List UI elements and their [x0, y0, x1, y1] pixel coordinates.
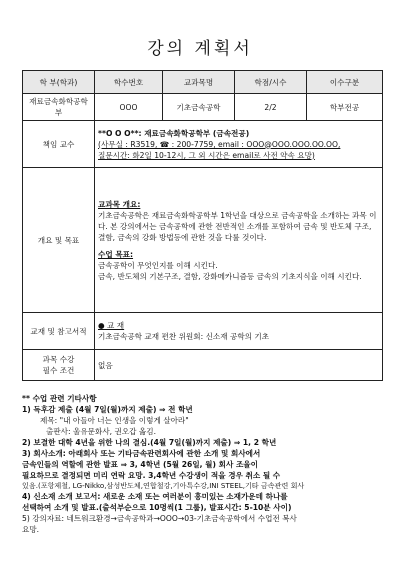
- syllabus-table: [22, 70, 383, 381]
- professor-label: 책임 교수: [23, 121, 95, 168]
- info-code: OOO: [95, 94, 163, 121]
- textbook-row: [23, 313, 383, 350]
- overview-row: [23, 168, 383, 313]
- goal-item: 금속, 반도체의 기본구조, 결함, 강화메카니즘등 금속의 기초지식을 이해 시킨다.: [98, 271, 362, 281]
- professor-name: **O O O**: 재료금속화학공학부 (금속전공): [98, 128, 250, 138]
- textbook-label: 교재 및 참고서적: [23, 313, 95, 350]
- professor-hours: 질문시간: 화2일 10-12시, 그 외 시간은 email로 사전 약속 요망): [98, 150, 315, 160]
- note-subitem: 제목: "내 아들아 너는 인생을 이렇게 살아라": [40, 416, 189, 425]
- prereq-label: [23, 350, 95, 381]
- note-item: 필요하므로 결정되면 미리 연락 요망. 3,4학년 수강생이 적을 경우 취소 될 수: [22, 471, 281, 480]
- overview-label: 개요 및 목표: [23, 168, 95, 313]
- note-item: 있음.(포항제철, LG-Nikko,삼성반도체,연합철강,기아특수강,INI STEEL,기타 금속관련 회사: [22, 481, 305, 490]
- intro-heading: 교과목 개요:: [98, 199, 141, 209]
- info-type: 학부전공: [307, 94, 383, 121]
- info-row: [23, 94, 383, 121]
- goal-heading: 수업 목표:: [98, 249, 134, 259]
- note-item: 요망.: [22, 525, 40, 535]
- note-item: 3) 회사소개: 아래회사 또는 기타금속관련회사에 관한 소개 및 회사에서: [22, 449, 261, 458]
- prereq-label-line1: 과목 수강: [42, 355, 75, 364]
- note-item: 4) 신소재 소개 보고서: 새로운 소재 또는 여러분이 흥미있는 소재가운데 하나를: [22, 492, 288, 502]
- overview-content: [95, 168, 383, 313]
- header-row: [23, 71, 383, 94]
- textbook-heading: ● 교 재: [98, 321, 125, 330]
- note-item: 선택하여 소개 및 발표.(출석부순으로 10명씩(1 그룹), 발표시간: 5-10분 사이): [22, 503, 292, 513]
- prereq-value: 없음: [95, 350, 383, 381]
- note-item: 5) 강의자료: 네트워크환경→금속공학과→OOO→03-기초금속공학에서 수업전 복사: [22, 514, 297, 524]
- note-item: 1) 독후감 제출 (4월 7일(월)까지 제출) ⇒ 전 학년: [22, 405, 193, 414]
- prereq-label-line2: 필수 조건: [42, 366, 75, 375]
- header-type: 이수구분: [307, 71, 383, 94]
- textbook-content: [95, 313, 383, 350]
- header-dept: 학 부(학과): [23, 71, 95, 94]
- note-subitem: 출판사: 울유문화사, 권오갑 옮김.: [46, 427, 156, 436]
- info-credit: 2/2: [235, 94, 307, 121]
- professor-info: [95, 121, 383, 168]
- textbook-text: 기초금속공학 교재 편찬 위원회: 신소재 공학의 기초: [98, 332, 270, 341]
- page-title: 강의 계획서: [147, 39, 253, 59]
- professor-office: (사무실 : R3519, ☎ : 200-7759, email : OOO@OOO.OOO.OO.OO,: [98, 139, 341, 149]
- goal-item: 금속공학이 무엇인지를 이해 시킨다.: [98, 260, 218, 270]
- header-code: 학수번호: [95, 71, 163, 94]
- info-course: 기초금속공학: [163, 94, 235, 121]
- note-item: 금속인들의 역할에 관한 발표 ⇒ 3, 4학년 (5월 26일, 월) 회사 조율이: [22, 460, 258, 469]
- prereq-row: [23, 350, 383, 381]
- notes-heading: ** 수업 관련 기타사항: [22, 394, 97, 403]
- header-credit: 학점/시수: [235, 71, 307, 94]
- professor-row: [23, 121, 383, 168]
- info-dept: 재료금속화학공학부: [23, 94, 95, 121]
- header-course: 교과목명: [163, 71, 235, 94]
- notes-section: [22, 393, 382, 535]
- note-item: 2) 보결한 대학 4년을 위한 나의 결심.(4월 7일(월)까지 제출) ⇒ 1, 2 학년: [22, 438, 277, 447]
- intro-text: 기초금속공학은 재료금속화학공학부 1학년을 대상으로 금속공학을 소개하는 과목 이다. 본 강의에서는 금속공학에 관한 전반적인 소개를 포함하여 금속 및 반도체 구조, 결함, 금속의 강화 방법등에 관한 것을 다룰 것이다.: [98, 210, 377, 242]
